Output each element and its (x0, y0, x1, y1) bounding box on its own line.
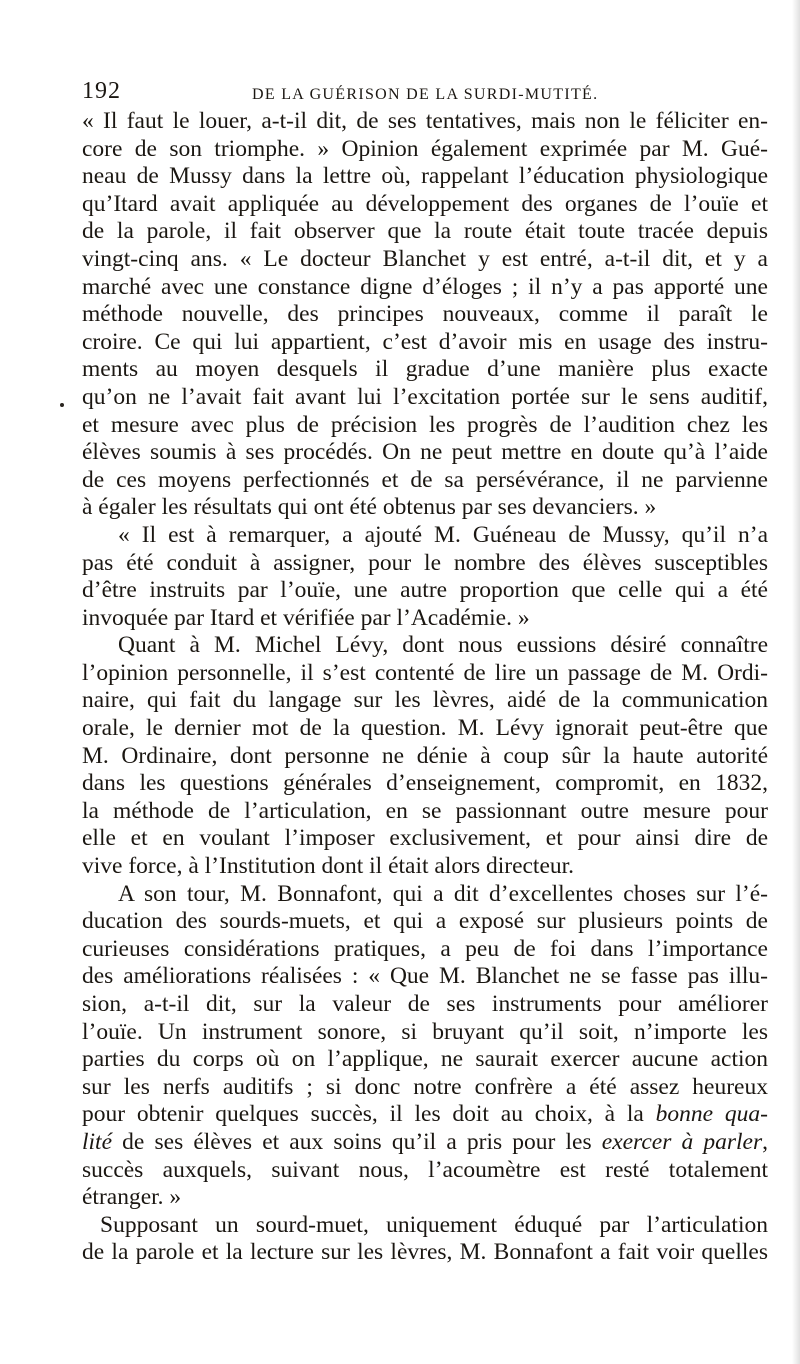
text-line: sion, a-t-il dit, sur la valeur de ses instruments pour améliorer (82, 991, 768, 1017)
text-line: M. Ordinaire, dont personne ne dénie à coup sûr la haute autorité (82, 742, 768, 769)
text-line: de la parole, il fait observer que la route était toute tracée depuis (82, 218, 768, 245)
text-line-with-italic (82, 1129, 768, 1157)
text-line: naire, qui fait du langage sur les lèvres, aidé de la communication (82, 687, 768, 714)
text-line: vingt-cinq ans. « Le docteur Blanchet y est entré, a-t-il dit, et y a (82, 245, 768, 272)
text-line: ments au moyen desquels il gradue d’une manière plus exacte (82, 356, 768, 383)
running-title: DE LA GUÉRISON DE LA SURDI-MUTITÉ. (252, 86, 599, 103)
text-fragment: de ses élèves et aux soins qu’il a pris pour les (112, 1128, 602, 1155)
text-line: des améliorations réalisées : « Que M. Blanchet ne se fasse pas illu- (82, 963, 768, 990)
text-line: pas été conduit à assigner, pour le nombre des élèves susceptibles (82, 549, 768, 576)
text-line: de la parole et la lecture sur les lèvres, M. Bonnafont a fait voir quelles (82, 1239, 768, 1266)
running-head (82, 74, 768, 108)
text-line: d’être instruits par l’ouïe, une autre proportion que celle qui a été (82, 577, 768, 604)
text-line: orale, le dernier mot de la question. M. Lévy ignorait peut-être que (82, 715, 768, 742)
italic-fragment: lité (82, 1128, 113, 1155)
page-number: 192 (82, 78, 121, 104)
text-fragment: pour obtenir quelques succès, il les doit au choix, à la (82, 1101, 656, 1128)
italic-fragment: bonne qua- (655, 1101, 768, 1128)
margin-mark (60, 403, 64, 407)
text-line: dans les questions générales d’enseignement, compromit, en 1832, (82, 770, 768, 797)
text-line: qu’Itard avait appliquée au développement des organes de l’ouïe et (82, 190, 768, 217)
italic-fragment: exercer à parler (601, 1128, 763, 1155)
text-line: invoquée par Itard et vérifiée par l’Académie. » (82, 604, 530, 631)
text-line: curieuses considérations pratiques, a peu de foi dans l’importance (82, 935, 768, 962)
text-line: core de son triomphe. » Opinion également exprimée par M. Gué- (82, 135, 768, 162)
text-line: neau de Mussy dans la lettre où, rappelant l’éducation physiologique (82, 163, 768, 190)
text-line-with-italic (82, 1101, 768, 1129)
text-line: A son tour, M. Bonnafont, qui a dit d’excellentes choses sur l’é- (118, 880, 768, 907)
text-line: l’opinion personnelle, il s’est contenté de lire un passage de M. Ordi- (82, 659, 768, 686)
text-line: et mesure avec plus de précision les progrès de l’audition chez les (82, 411, 768, 438)
text-line: croire. Ce qui lui appartient, c’est d’avoir mis en usage des instru- (82, 328, 768, 355)
text-line: vive force, à l’Institution dont il était alors directeur. (82, 853, 575, 880)
text-line: qu’on ne l’avait fait avant lui l’excitation portée sur le sens auditif, (82, 383, 768, 410)
text-line: à égaler les résultats qui ont été obtenus par ses devanciers. » (82, 494, 657, 521)
text-line: méthode nouvelle, des principes nouveaux, comme il paraît le (82, 301, 768, 328)
text-line: Supposant un sourd-muet, uniquement éduqué par l’articulation (100, 1211, 768, 1238)
text-line: élèves soumis à ses procédés. On ne peut mettre en doute qu’à l’aide (82, 439, 768, 466)
text-line: Quant à M. Michel Lévy, dont nous eussions désiré connaître (118, 632, 768, 659)
text-line: succès auxquels, suivant nous, l’acoumètre est resté totalement (82, 1156, 768, 1183)
text-line: ducation des sourds-muets, et qui a exposé sur plusieurs points de (82, 908, 768, 935)
text-line: parties du corps où on l’applique, ne saurait exercer aucune action (82, 1046, 768, 1073)
body-text (82, 108, 768, 1267)
text-line: de ces moyens perfectionnés et de sa persévérance, il ne parvienne (82, 466, 768, 493)
text-line: marché avec une constance digne d’éloges ; il n’y a pas apporté une (82, 273, 768, 300)
text-line: la méthode de l’articulation, en se passionnant outre mesure pour (82, 797, 768, 824)
text-line: « Il faut le louer, a-t-il dit, de ses tentatives, mais non le féliciter en- (82, 108, 768, 134)
text-line: l’ouïe. Un instrument sonore, si bruyant qu’il soit, n’importe les (82, 1018, 768, 1045)
text-line: elle et en voulant l’imposer exclusivement, et pour ainsi dire de (82, 825, 768, 852)
text-line: sur les nerfs auditifs ; si donc notre confrère a été assez heureux (82, 1073, 768, 1100)
text-line: « Il est à remarquer, a ajouté M. Guéneau de Mussy, qu’il n’a (118, 521, 768, 548)
text-fragment: , (762, 1128, 768, 1155)
text-line: étranger. » (82, 1184, 182, 1211)
